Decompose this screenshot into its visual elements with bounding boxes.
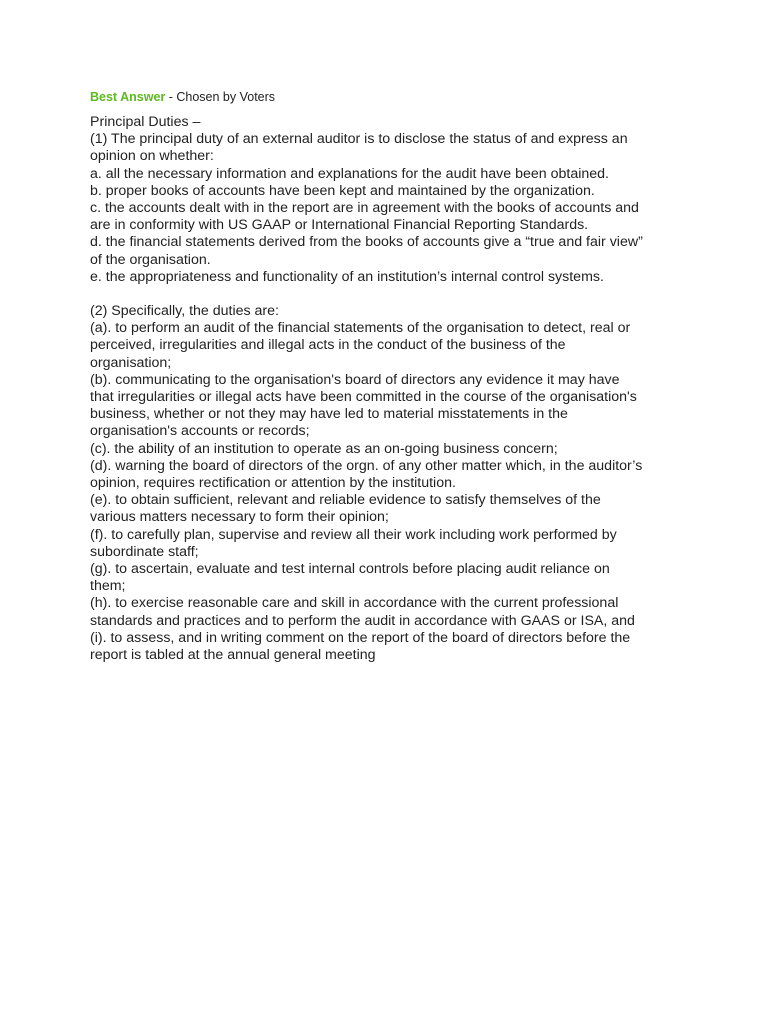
answer-text-line: (e). to obtain sufficient, relevant and reliable evidence to satisfy themselves of the [90,492,601,509]
answer-text-line: (h). to exercise reasonable care and skill in accordance with the current professional [90,595,619,612]
answer-text-line: d. the financial statements derived from the books of accounts give a “true and fair view” [90,234,643,251]
answer-text-line: (2) Specifically, the duties are: [90,303,279,320]
answer-body [90,114,700,664]
answer-text-line: perceived, irregularities and illegal acts in the conduct of the business of the [90,337,566,354]
answer-text-line: (a). to perform an audit of the financial statements of the organisation to detect, real or [90,320,631,337]
answer-text-line: (c). the ability of an institution to operate as an on-going business concern; [90,440,558,457]
answer-text-line: b. proper books of accounts have been kept and maintained by the organization. [90,182,595,199]
answer-text-line: standards and practices and to perform the audit in accordance with GAAS or ISA, and [90,612,635,629]
answer-text-line: opinion on whether: [90,148,214,165]
answer-text-line: (g). to ascertain, evaluate and test internal controls before placing audit reliance on [90,561,610,578]
answer-text-line: report is tabled at the annual general meeting [90,647,376,664]
answer-text-line: organisation; [90,354,172,371]
best-answer-label: Best Answer [90,90,166,104]
answer-text-line: subordinate staff; [90,543,199,560]
answer-text-line: business, whether or not they may have led to material misstatements in the [90,406,568,423]
answer-header [90,89,700,105]
answer-text-line: (f). to carefully plan, supervise and review all their work including work performed by [90,526,617,543]
answer-text-line: them; [90,578,126,595]
answer-text-line: (b). communicating to the organisation's board of directors any evidence it may have [90,371,620,388]
answer-text-line: c. the accounts dealt with in the report are in agreement with the books of accounts and [90,200,639,217]
answer-text-line: of the organisation. [90,251,211,268]
answer-text-line: (d). warning the board of directors of the orgn. of any other matter which, in the auditor’s [90,457,643,474]
specific-duties-section [90,303,700,664]
answer-text-line: (i). to assess, and in writing comment on the report of the board of directors before the [90,629,631,646]
answer-text-line: various matters necessary to form their opinion; [90,509,389,526]
chosen-by-voters-text: - Chosen by Voters [165,90,276,104]
principal-duties-section [90,114,700,286]
answer-text-line: e. the appropriateness and functionality of an institution’s internal control systems. [90,268,604,285]
answer-text-line: (1) The principal duty of an external auditor is to disclose the status of and express an [90,131,628,148]
answer-text-line: Principal Duties – [90,114,201,130]
answer-text-line: opinion, requires rectification or attention by the institution. [90,475,456,492]
answer-text-line: a. all the necessary information and explanations for the audit have been obtained. [90,165,609,182]
paragraph-gap [90,286,700,303]
answer-page [90,89,700,664]
answer-text-line: are in conformity with US GAAP or International Financial Reporting Standards. [90,217,589,234]
answer-text-line: organisation's accounts or records; [90,423,310,440]
answer-text-line: that irregularities or illegal acts have been committed in the course of the organisation's [90,389,637,406]
